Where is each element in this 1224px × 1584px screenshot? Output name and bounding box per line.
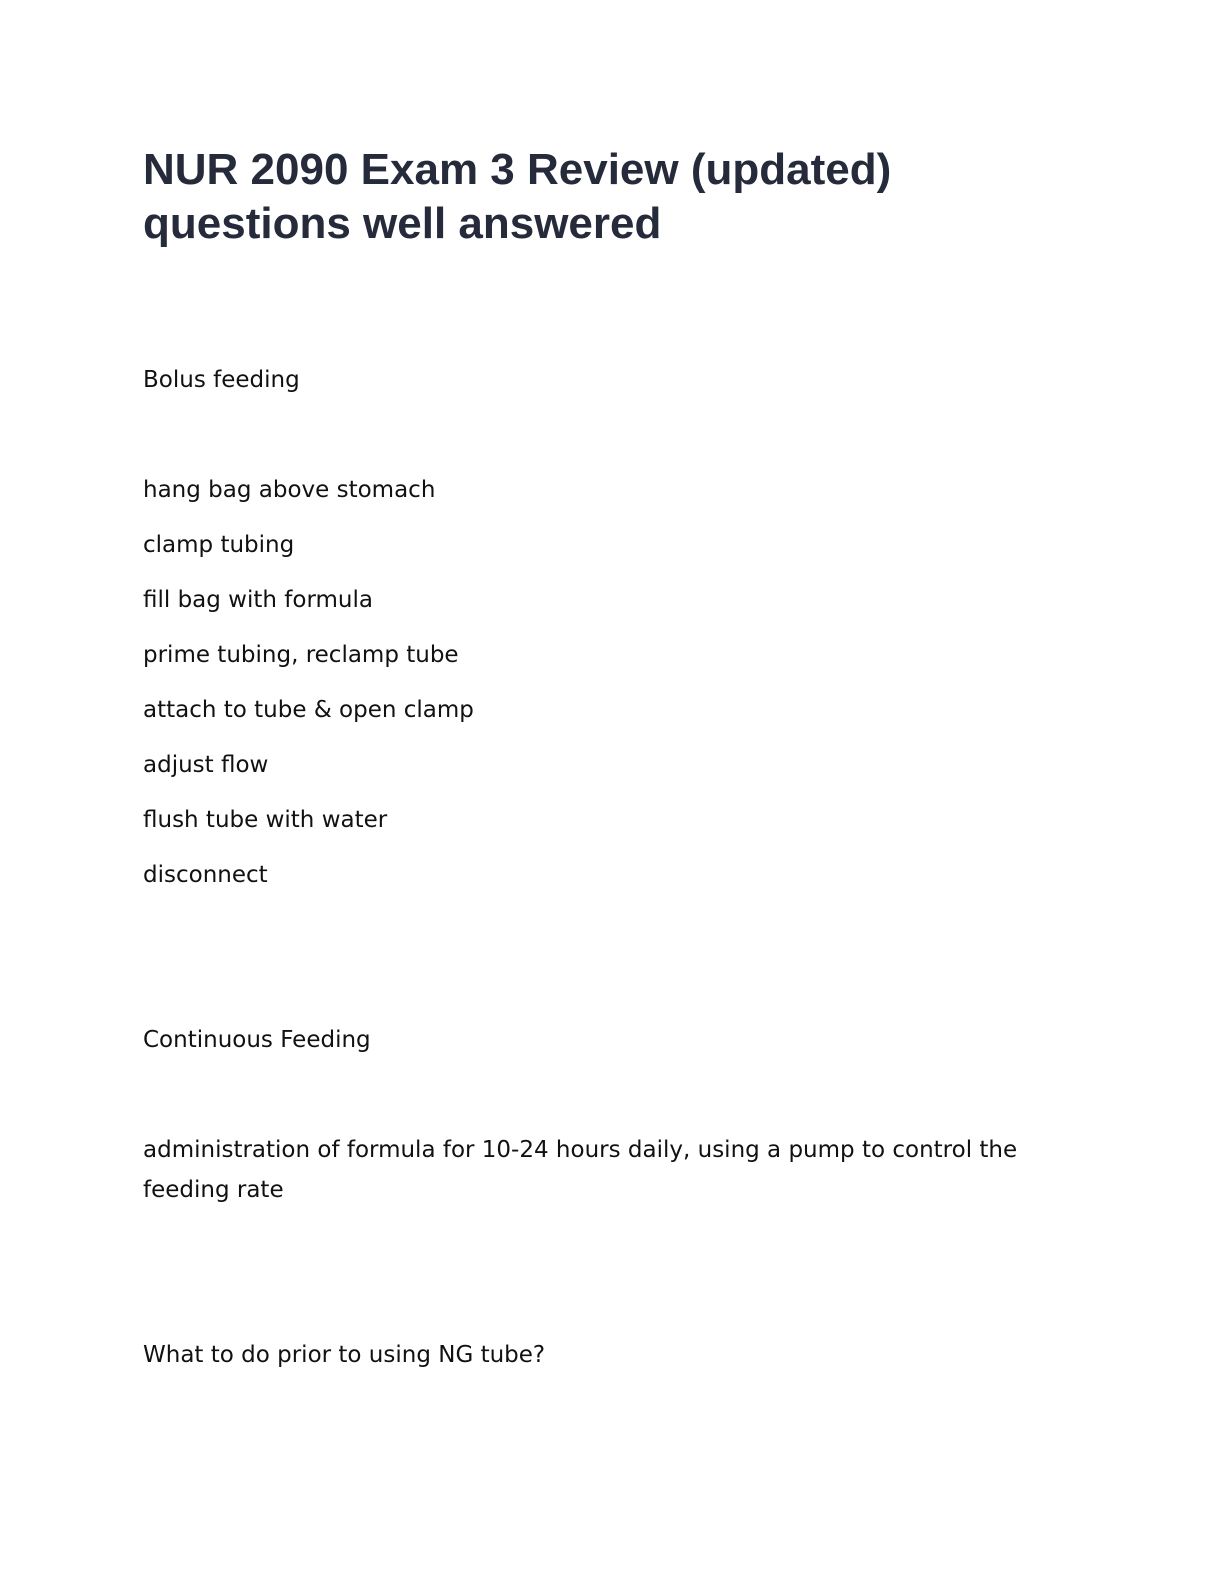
answer-line: flush tube with water bbox=[143, 807, 388, 833]
answer-line: clamp tubing bbox=[143, 532, 295, 558]
answer-line: prime tubing, reclamp tube bbox=[143, 642, 459, 668]
answer-continuous-feeding: administration of formula for 10-24 hours daily, using a pump to control the feeding rate bbox=[143, 1137, 1018, 1203]
question-bolus-feeding: Bolus feeding bbox=[143, 367, 300, 393]
answer-line: adjust flow bbox=[143, 752, 269, 778]
answer-line: hang bag above stomach bbox=[143, 477, 436, 503]
document-title: NUR 2090 Exam 3 Review (updated) questions well answered bbox=[143, 145, 892, 248]
question-ng-tube: What to do prior to using NG tube? bbox=[143, 1342, 546, 1368]
question-continuous-feeding: Continuous Feeding bbox=[143, 1027, 371, 1053]
answer-line: fill bag with formula bbox=[143, 587, 373, 613]
answer-line: disconnect bbox=[143, 862, 268, 888]
answer-line: attach to tube & open clamp bbox=[143, 697, 474, 723]
